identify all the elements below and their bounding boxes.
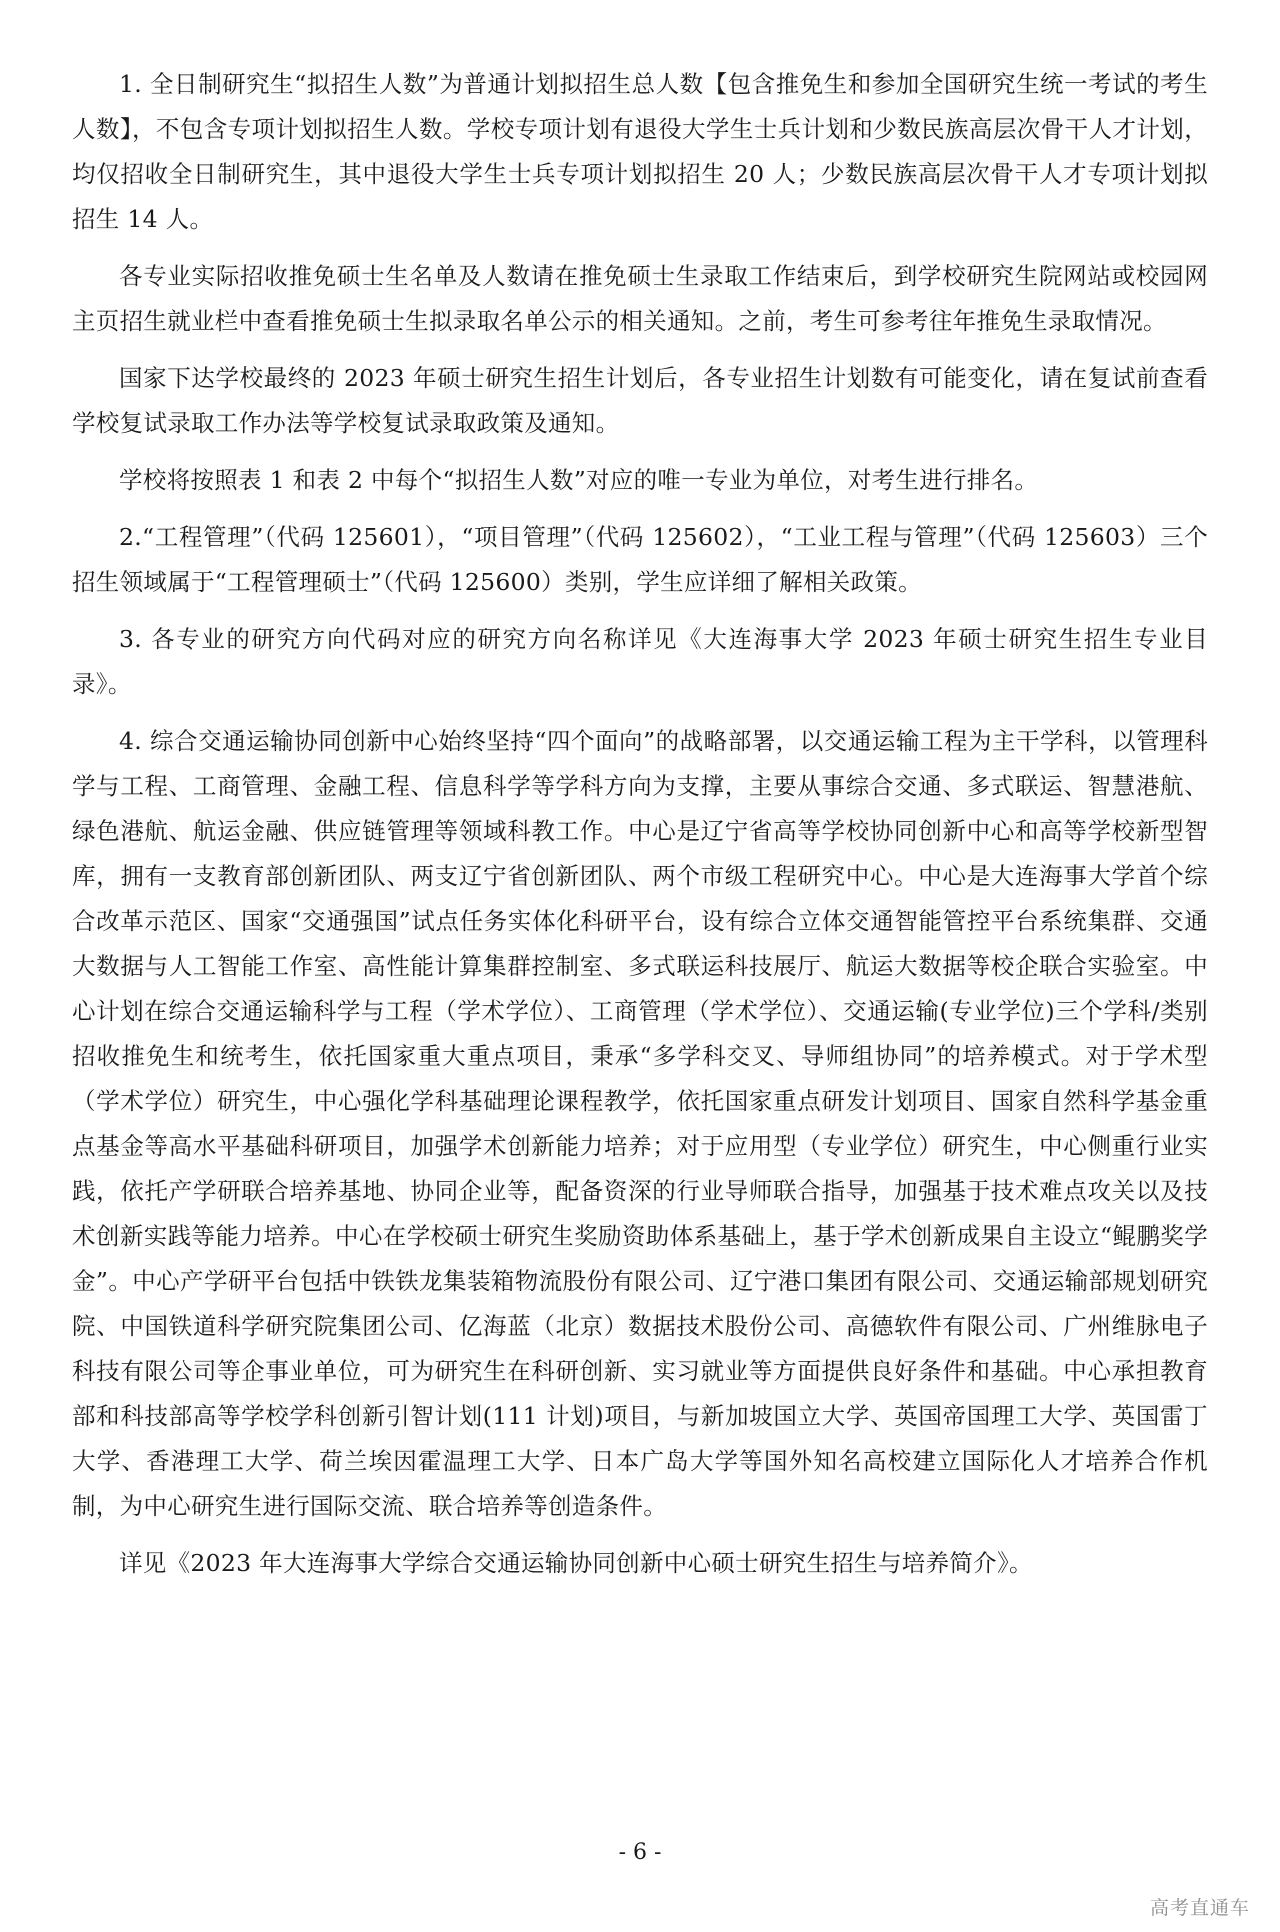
- paragraph-note-4: 4. 综合交通运输协同创新中心始终坚持“四个面向”的战略部署，以交通运输工程为主干学科，以管理科学与工程、工商管理、金融工程、信息科学等学科方向为支撑，主要从事综合交通、多式联运、智慧港航、绿色港航、航运金融、供应链管理等领域科教工作。中心是辽宁省高等学校协同创新中心和高等学校新型智库，拥有一支教育部创新团队、两支辽宁省创新团队、两个市级工程研究中心。中心是大连海事大学首个综合改革示范区、国家“交通强国”试点任务实体化科研平台，设有综合立体交通智能管控平台系统集群、交通大数据与人工智能工作室、高性能计算集群控制室、多式联运科技展厅、航运大数据等校企联合实验室。中心计划在综合交通运输科学与工程（学术学位）、工商管理（学术学位）、交通运输(专业学位)三个学科/类别招收推免生和统考生，依托国家重大重点项目，秉承“多学科交叉、导师组协同”的培养模式。对于学术型（学术学位）研究生，中心强化学科基础理论课程教学，依托国家重点研发计划项目、国家自然科学基金重点基金等高水平基础科研项目，加强学术创新能力培养；对于应用型（专业学位）研究生，中心侧重行业实践，依托产学研联合培养基地、协同企业等，配备资深的行业导师联合指导，加强基于技术难点攻关以及技术创新实践等能力培养。中心在学校硕士研究生奖励资助体系基础上，基于学术创新成果自主设立“鲲鹏奖学金”。中心产学研平台包括中铁铁龙集装箱物流股份有限公司、辽宁港口集团有限公司、交通运输部规划研究院、中国铁道科学研究院集团公司、亿海蓝（北京）数据技术股份公司、高德软件有限公司、广州维脉电子科技有限公司等企事业单位，可为研究生在科研创新、实习就业等方面提供良好条件和基础。中心承担教育部和科技部高等学校学科创新引智计划(111 计划)项目，与新加坡国立大学、英国帝国理工大学、英国雷丁大学、香港理工大学、荷兰埃因霍温理工大学、日本广岛大学等国外知名高校建立国际化人才培养合作机制，为中心研究生进行国际交流、联合培养等创造条件。: [72, 727, 1208, 1520]
- page-number: - 6 -: [618, 1840, 662, 1865]
- paragraph-plan-changes: 国家下达学校最终的 2023 年硕士研究生招生计划后，各专业招生计划数有可能变化，请在复试前查看学校复试录取工作办法等学校复试录取政策及通知。: [72, 364, 1208, 437]
- paragraph-note-1: 1. 全日制研究生“拟招生人数”为普通计划拟招生总人数【包含推免生和参加全国研究生统一考试的考生人数】，不包含专项计划拟招生人数。学校专项计划有退役大学生士兵计划和少数民族高层次骨干人才计划，均仅招收全日制研究生，其中退役大学生士兵专项计划拟招生 20 人；少数民族高层次骨干人才专项计划拟招生 14 人。: [72, 70, 1208, 233]
- paragraph-details: 详见《2023 年大连海事大学综合交通运输协同创新中心硕士研究生招生与培养简介》。: [119, 1549, 1033, 1577]
- watermark: 高考直通车: [1149, 1897, 1250, 1919]
- paragraph-note-3: 3. 各专业的研究方向代码对应的研究方向名称详见《大连海事大学 2023 年硕士研究生招生专业目录》。: [72, 625, 1208, 698]
- paragraph-recommended-students: 各专业实际招收推免硕士生名单及人数请在推免硕士生录取工作结束后，到学校研究生院网站或校园网主页招生就业栏中查看推免硕士生拟录取名单公示的相关通知。之前，考生可参考往年推免生录取情况。: [72, 262, 1208, 335]
- paragraph-ranking: 学校将按照表 1 和表 2 中每个“拟招生人数”对应的唯一专业为单位，对考生进行排名。: [119, 466, 1039, 494]
- document-body: [72, 62, 1208, 1586]
- paragraph-note-2: 2.“工程管理”（代码 125601），“项目管理”（代码 125602），“工业工程与管理”（代码 125603）三个招生领域属于“工程管理硕士”（代码 125600）类别，学生应详细了解相关政策。: [72, 523, 1208, 596]
